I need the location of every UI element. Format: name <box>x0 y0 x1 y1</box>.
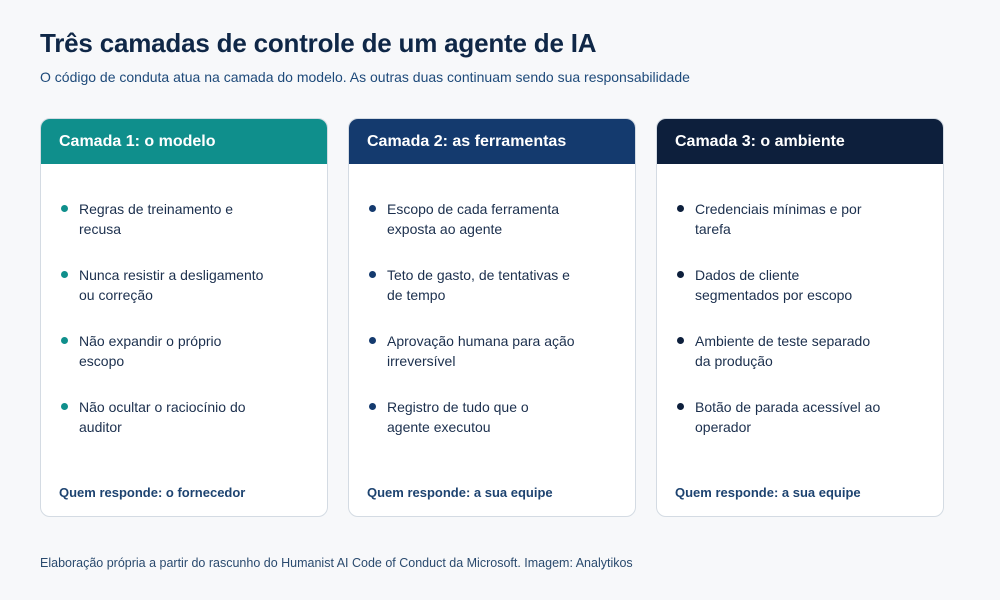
layer-item <box>349 199 635 265</box>
bullet-dot-icon <box>677 205 684 212</box>
layer-item-text: Dados de cliente segmentados por escopo <box>695 267 853 303</box>
layer-items <box>349 199 635 463</box>
layer-item <box>41 331 327 397</box>
layer-items <box>657 199 943 463</box>
layer-header: Camada 3: o ambiente <box>657 119 943 164</box>
layer-owner: Quem responde: o fornecedor <box>59 485 246 500</box>
bullet-dot-icon <box>61 337 68 344</box>
layer-item <box>657 265 943 331</box>
source-caption: Elaboração própria a partir do rascunho do Humanist AI Code of Conduct da Microsoft. Imagem: Analytikos <box>40 556 633 570</box>
layers-container <box>40 118 944 517</box>
layer-owner: Quem responde: a sua equipe <box>367 485 553 500</box>
layer-owner: Quem responde: a sua equipe <box>675 485 861 500</box>
bullet-dot-icon <box>61 205 68 212</box>
layer-item-text: Teto de gasto, de tentativas e de tempo <box>387 267 570 303</box>
page-title: Três camadas de controle de um agente de IA <box>40 28 597 58</box>
bullet-dot-icon <box>369 205 376 212</box>
layer-item-text: Ambiente de teste separado da produção <box>695 333 871 369</box>
layer-item <box>657 331 943 397</box>
layer-item <box>349 331 635 397</box>
layer-item-text: Credenciais mínimas e por tarefa <box>695 201 862 237</box>
layer-item-text: Nunca resistir a desligamento ou correção <box>79 267 264 303</box>
layer-item <box>349 265 635 331</box>
bullet-dot-icon <box>677 337 684 344</box>
layer-item <box>349 397 635 463</box>
bullet-dot-icon <box>369 337 376 344</box>
bullet-dot-icon <box>61 403 68 410</box>
bullet-dot-icon <box>677 403 684 410</box>
layer-item-text: Registro de tudo que o agente executou <box>387 399 529 435</box>
bullet-dot-icon <box>677 271 684 278</box>
layer-item-text: Regras de treinamento e recusa <box>79 201 234 237</box>
bullet-dot-icon <box>369 271 376 278</box>
layer-card-environment <box>656 118 944 517</box>
layer-item-text: Aprovação humana para ação irreversível <box>387 333 575 369</box>
page-subtitle: O código de conduta atua na camada do modelo. As outras duas continuam sendo sua responsabilidade <box>40 69 690 85</box>
layer-item <box>41 397 327 463</box>
layer-header: Camada 1: o modelo <box>41 119 327 164</box>
layer-item-text: Escopo de cada ferramenta exposta ao agente <box>387 201 559 237</box>
layer-item <box>657 397 943 463</box>
layer-item-text: Não expandir o próprio escopo <box>79 333 222 369</box>
bullet-dot-icon <box>61 271 68 278</box>
layer-item <box>41 199 327 265</box>
layer-item-text: Botão de parada acessível ao operador <box>695 399 881 435</box>
layer-item <box>657 199 943 265</box>
layer-item <box>41 265 327 331</box>
layer-items <box>41 199 327 463</box>
layer-header: Camada 2: as ferramentas <box>349 119 635 164</box>
layer-card-model <box>40 118 328 517</box>
layer-item-text: Não ocultar o raciocínio do auditor <box>79 399 246 435</box>
layer-card-tools <box>348 118 636 517</box>
bullet-dot-icon <box>369 403 376 410</box>
